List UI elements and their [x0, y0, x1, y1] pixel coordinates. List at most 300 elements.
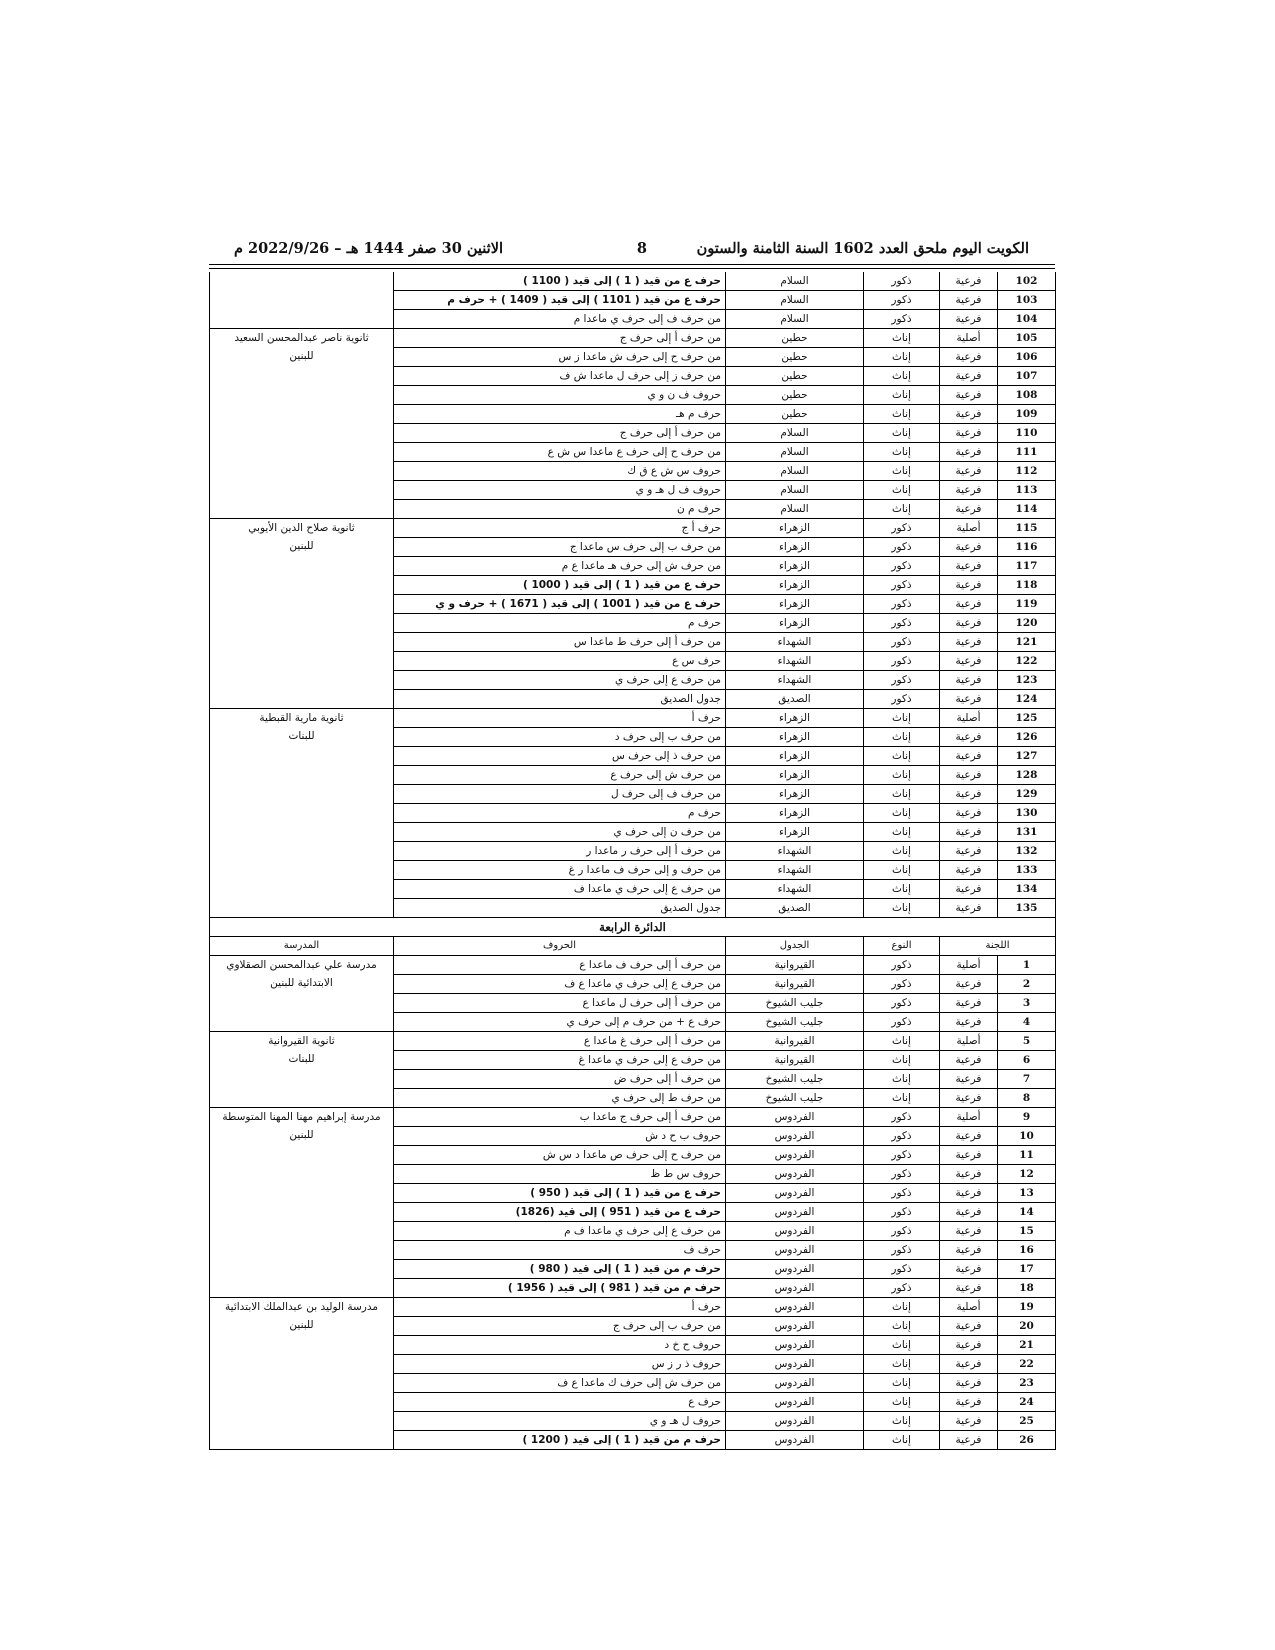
schedule-cell: الفردوس [726, 1108, 864, 1127]
schedule-cell: الفردوس [726, 1127, 864, 1146]
schedule-cell: الزهراء [726, 538, 864, 557]
gender-cell: إناث [864, 880, 940, 899]
gender-cell: ذكور [864, 690, 940, 709]
committee-number: 9 [998, 1108, 1056, 1127]
committee-type: فرعية [940, 367, 998, 386]
committee-number: 15 [998, 1222, 1056, 1241]
school-name: ثانوية مارية القبطية للبنات [210, 709, 394, 918]
schedule-cell: الزهراء [726, 614, 864, 633]
letters-cell: من حرف أ إلى حرف ض [394, 1070, 726, 1089]
gender-cell: ذكور [864, 1222, 940, 1241]
gender-cell: ذكور [864, 614, 940, 633]
gender-cell: إناث [864, 785, 940, 804]
gender-cell: ذكور [864, 1108, 940, 1127]
gender-cell: إناث [864, 1051, 940, 1070]
committee-type: فرعية [940, 728, 998, 747]
letters-cell: من حرف ع إلى حرف ي ماعدا غ [394, 1051, 726, 1070]
committee-type: أصلية [940, 709, 998, 728]
school-name: ثانوية القيروانية للبنات [210, 1032, 394, 1108]
committee-number: 109 [998, 405, 1056, 424]
committee-type: فرعية [940, 538, 998, 557]
schedule-cell: جليب الشيوخ [726, 994, 864, 1013]
letters-cell: من حرف ش إلى حرف ك ماعدا ع ف [394, 1374, 726, 1393]
schedule-cell: الزهراء [726, 785, 864, 804]
schedule-cell: حطين [726, 386, 864, 405]
committee-number: 104 [998, 310, 1056, 329]
gender-cell: إناث [864, 1298, 940, 1317]
gender-cell: ذكور [864, 595, 940, 614]
letters-cell: حرف ع [394, 1393, 726, 1412]
committee-number: 8 [998, 1089, 1056, 1108]
schedule-cell: الصديق [726, 690, 864, 709]
column-headers [210, 937, 1056, 956]
table-row [210, 956, 1056, 975]
committee-type: فرعية [940, 405, 998, 424]
gender-cell: إناث [864, 804, 940, 823]
committee-number: 130 [998, 804, 1056, 823]
committee-type: فرعية [940, 1336, 998, 1355]
gender-cell: إناث [864, 728, 940, 747]
schedule-cell: جليب الشيوخ [726, 1013, 864, 1032]
schedule-cell: الزهراء [726, 766, 864, 785]
gender-cell: إناث [864, 1431, 940, 1450]
committee-number: 128 [998, 766, 1056, 785]
gender-cell: إناث [864, 766, 940, 785]
committee-type: فرعية [940, 1070, 998, 1089]
table-row [210, 1108, 1056, 1127]
gender-cell: ذكور [864, 1241, 940, 1260]
committee-type: فرعية [940, 899, 998, 918]
gender-cell: إناث [864, 1317, 940, 1336]
committee-number: 21 [998, 1336, 1056, 1355]
letters-cell: حروف ذ ر ز س [394, 1355, 726, 1374]
schedule-cell: الفردوس [726, 1336, 864, 1355]
header-schedule: الجدول [726, 937, 864, 956]
letters-cell: حرف ع من قيد ( 951 ) إلى قيد (1826) [394, 1203, 726, 1222]
schedule-cell: الفردوس [726, 1393, 864, 1412]
committee-type: فرعية [940, 291, 998, 310]
letters-cell: حرف م من قيد ( 1 ) إلى قيد ( 1200 ) [394, 1431, 726, 1450]
schedule-cell: السلام [726, 500, 864, 519]
letters-cell: من حرف ز إلى حرف ل ماعدا ش ف [394, 367, 726, 386]
committee-number: 114 [998, 500, 1056, 519]
gender-cell: إناث [864, 1070, 940, 1089]
schedule-cell: الشهداء [726, 652, 864, 671]
committee-number: 23 [998, 1374, 1056, 1393]
schedule-cell: الفردوس [726, 1317, 864, 1336]
letters-cell: حروف ف ل هـ و ي [394, 481, 726, 500]
committee-type: فرعية [940, 975, 998, 994]
gender-cell: ذكور [864, 291, 940, 310]
committee-type: فرعية [940, 595, 998, 614]
gender-cell: إناث [864, 1393, 940, 1412]
committee-type: أصلية [940, 1108, 998, 1127]
committee-number: 125 [998, 709, 1056, 728]
schedule-cell: الفردوس [726, 1165, 864, 1184]
schedule-cell: الزهراء [726, 576, 864, 595]
committee-number: 110 [998, 424, 1056, 443]
letters-cell: حروف ب ح د ش [394, 1127, 726, 1146]
schedule-cell: الفردوس [726, 1203, 864, 1222]
letters-cell: جدول الصديق [394, 690, 726, 709]
letters-cell: من حرف ع إلى حرف ي ماعدا ف [394, 880, 726, 899]
letters-cell: من حرف ح إلى حرف ع ماعدا س ش ع [394, 443, 726, 462]
district-committees-part-1 [210, 272, 1056, 918]
gender-cell: ذكور [864, 272, 940, 291]
committee-number: 6 [998, 1051, 1056, 1070]
committee-number: 107 [998, 367, 1056, 386]
letters-cell: حروف س ط ظ [394, 1165, 726, 1184]
gender-cell: إناث [864, 1336, 940, 1355]
letters-cell: من حرف و إلى حرف ف ماعدا ر غ [394, 861, 726, 880]
committee-type: فرعية [940, 1393, 998, 1412]
gender-cell: إناث [864, 899, 940, 918]
letters-cell: من حرف ف إلى حرف ل [394, 785, 726, 804]
committee-type: فرعية [940, 1222, 998, 1241]
committee-type: فرعية [940, 386, 998, 405]
letters-cell: حرف س ع [394, 652, 726, 671]
school-name: مدرسة الوليد بن عبدالملك الابتدائية للبنين [210, 1298, 394, 1450]
gender-cell: إناث [864, 329, 940, 348]
committee-type: فرعية [940, 1051, 998, 1070]
committee-type: فرعية [940, 861, 998, 880]
letters-cell: من حرف أ إلى حرف ج [394, 424, 726, 443]
schedule-cell: الفردوس [726, 1279, 864, 1298]
schedule-cell: السلام [726, 291, 864, 310]
committee-number: 24 [998, 1393, 1056, 1412]
committee-number: 25 [998, 1412, 1056, 1431]
committee-number: 134 [998, 880, 1056, 899]
committee-number: 103 [998, 291, 1056, 310]
schedule-cell: الفردوس [726, 1374, 864, 1393]
letters-cell: من حرف أ إلى حرف ل ماعدا ع [394, 994, 726, 1013]
letters-cell: حروف ف ن و ي [394, 386, 726, 405]
schedule-cell: الفردوس [726, 1222, 864, 1241]
table-row [210, 709, 1056, 728]
letters-cell: من حرف ع إلى حرف ي [394, 671, 726, 690]
letters-cell: من حرف أ إلى حرف غ ماعدا ع [394, 1032, 726, 1051]
schedule-cell: الزهراء [726, 728, 864, 747]
header-school: المدرسة [210, 937, 394, 956]
committee-type: فرعية [940, 424, 998, 443]
committee-number: 2 [998, 975, 1056, 994]
committee-type: فرعية [940, 1146, 998, 1165]
schedule-cell: الصديق [726, 899, 864, 918]
committee-type: فرعية [940, 1355, 998, 1374]
committee-number: 14 [998, 1203, 1056, 1222]
table-row [210, 1032, 1056, 1051]
letters-cell: من حرف أ إلى حرف ج ماعدا ب [394, 1108, 726, 1127]
committee-number: 127 [998, 747, 1056, 766]
publication-date: الاثنين 30 صفر 1444 هـ – 2022/9/26 م [234, 240, 504, 257]
letters-cell: حرف م ن [394, 500, 726, 519]
committee-type: فرعية [940, 272, 998, 291]
schedule-cell: الفردوس [726, 1146, 864, 1165]
gender-cell: إناث [864, 443, 940, 462]
schedule-cell: الزهراء [726, 595, 864, 614]
gender-cell: ذكور [864, 1184, 940, 1203]
gender-cell: ذكور [864, 1127, 940, 1146]
schedule-cell: السلام [726, 462, 864, 481]
letters-cell: من حرف ط إلى حرف ي [394, 1089, 726, 1108]
gender-cell: ذكور [864, 557, 940, 576]
committee-number: 20 [998, 1317, 1056, 1336]
committee-type: فرعية [940, 652, 998, 671]
committee-number: 108 [998, 386, 1056, 405]
letters-cell: من حرف ح إلى حرف ص ماعدا د س ش [394, 1146, 726, 1165]
gender-cell: ذكور [864, 1260, 940, 1279]
schedule-cell: الشهداء [726, 671, 864, 690]
committee-number: 113 [998, 481, 1056, 500]
letters-cell: حرف م هـ [394, 405, 726, 424]
gender-cell: إناث [864, 709, 940, 728]
committee-type: أصلية [940, 1032, 998, 1051]
letters-cell: من حرف أ إلى حرف ر ماعدا ر [394, 842, 726, 861]
letters-cell: من حرف أ إلى حرف ج [394, 329, 726, 348]
committee-type: أصلية [940, 329, 998, 348]
gender-cell: ذكور [864, 1013, 940, 1032]
committee-number: 135 [998, 899, 1056, 918]
gender-cell: ذكور [864, 1165, 940, 1184]
schedule-cell: الفردوس [726, 1412, 864, 1431]
letters-cell: من حرف ب إلى حرف س ماعدا ج [394, 538, 726, 557]
letters-cell: من حرف أ إلى حرف ط ماعدا س [394, 633, 726, 652]
gender-cell: إناث [864, 462, 940, 481]
letters-cell: حرف م من قيد ( 981 ) إلى قيد ( 1956 ) [394, 1279, 726, 1298]
committee-number: 133 [998, 861, 1056, 880]
letters-cell: من حرف ب إلى حرف د [394, 728, 726, 747]
committee-number: 16 [998, 1241, 1056, 1260]
committee-number: 105 [998, 329, 1056, 348]
schedule-cell: حطين [726, 367, 864, 386]
committee-type: فرعية [940, 823, 998, 842]
gender-cell: ذكور [864, 994, 940, 1013]
committee-number: 131 [998, 823, 1056, 842]
schedule-cell: السلام [726, 481, 864, 500]
letters-cell: من حرف ب إلى حرف ج [394, 1317, 726, 1336]
committee-type: فرعية [940, 633, 998, 652]
committee-type: فرعية [940, 481, 998, 500]
schedule-cell: الفردوس [726, 1260, 864, 1279]
gender-cell: إناث [864, 405, 940, 424]
committee-number: 13 [998, 1184, 1056, 1203]
committee-number: 116 [998, 538, 1056, 557]
gender-cell: ذكور [864, 519, 940, 538]
gender-cell: إناث [864, 424, 940, 443]
committee-type: فرعية [940, 443, 998, 462]
gender-cell: إناث [864, 1032, 940, 1051]
committee-type: فرعية [940, 671, 998, 690]
schedule-cell: حطين [726, 329, 864, 348]
district-committees-part-2 [210, 956, 1056, 1450]
school-name: ثانوية ناصر عبدالمحسن السعيد للبنين [210, 329, 394, 519]
committee-type: فرعية [940, 842, 998, 861]
committee-type: أصلية [940, 956, 998, 975]
committee-number: 4 [998, 1013, 1056, 1032]
committee-number: 121 [998, 633, 1056, 652]
committee-type: فرعية [940, 1317, 998, 1336]
schedule-cell: الفردوس [726, 1431, 864, 1450]
committee-type: فرعية [940, 1412, 998, 1431]
letters-cell: من حرف ع إلى حرف ي ماعدا ف م [394, 1222, 726, 1241]
schedule-cell: جليب الشيوخ [726, 1070, 864, 1089]
committee-type: فرعية [940, 804, 998, 823]
letters-cell: حروف ح خ د [394, 1336, 726, 1355]
schedule-cell: الزهراء [726, 823, 864, 842]
header-gender: النوع [864, 937, 940, 956]
letters-cell: من حرف ح إلى حرف ش ماعدا ز س [394, 348, 726, 367]
schedule-cell: السلام [726, 424, 864, 443]
committee-number: 111 [998, 443, 1056, 462]
committee-type: فرعية [940, 1165, 998, 1184]
header-committee: اللجنة [940, 937, 1056, 956]
table-row [210, 519, 1056, 538]
gender-cell: إناث [864, 823, 940, 842]
letters-cell: من حرف ذ إلى حرف س [394, 747, 726, 766]
schedule-cell: الزهراء [726, 557, 864, 576]
schedule-cell: السلام [726, 443, 864, 462]
committee-number: 22 [998, 1355, 1056, 1374]
committee-number: 122 [998, 652, 1056, 671]
letters-cell: حرف م [394, 804, 726, 823]
header-letters: الحروف [394, 937, 726, 956]
schedule-cell: الشهداء [726, 842, 864, 861]
letters-cell: حرف ع من قيد ( 1 ) إلى قيد ( 1100 ) [394, 272, 726, 291]
header-rule-top [209, 264, 1055, 265]
committee-number: 12 [998, 1165, 1056, 1184]
school-name [210, 272, 394, 329]
gender-cell: ذكور [864, 956, 940, 975]
committee-number: 132 [998, 842, 1056, 861]
committee-number: 118 [998, 576, 1056, 595]
committee-number: 115 [998, 519, 1056, 538]
committee-type: فرعية [940, 880, 998, 899]
committee-type: فرعية [940, 462, 998, 481]
committee-number: 1 [998, 956, 1056, 975]
committee-number: 11 [998, 1146, 1056, 1165]
gender-cell: ذكور [864, 1146, 940, 1165]
gender-cell: ذكور [864, 671, 940, 690]
letters-cell: حرف أ [394, 709, 726, 728]
committee-type: فرعية [940, 1184, 998, 1203]
school-name: ثانوية صلاح الدين الأيوبي للبنين [210, 519, 394, 709]
gender-cell: إناث [864, 1412, 940, 1431]
letters-cell: حرف ف [394, 1241, 726, 1260]
committee-type: فرعية [940, 310, 998, 329]
letters-cell: من حرف ش إلى حرف هـ ماعدا ع م [394, 557, 726, 576]
gender-cell: إناث [864, 367, 940, 386]
committee-number: 119 [998, 595, 1056, 614]
committee-type: فرعية [940, 1279, 998, 1298]
letters-cell: من حرف ع إلى حرف ي ماعدا ع ف [394, 975, 726, 994]
gender-cell: إناث [864, 1089, 940, 1108]
publication-title: الكويت اليوم ملحق العدد 1602 السنة الثامنة والستون [696, 240, 1029, 257]
page-header [234, 234, 1029, 264]
committee-type: فرعية [940, 1431, 998, 1450]
gender-cell: إناث [864, 842, 940, 861]
schedule-cell: الفردوس [726, 1241, 864, 1260]
committee-type: فرعية [940, 747, 998, 766]
schedule-cell: جليب الشيوخ [726, 1089, 864, 1108]
committee-type: فرعية [940, 576, 998, 595]
committee-number: 124 [998, 690, 1056, 709]
gender-cell: ذكور [864, 1279, 940, 1298]
section-title: الدائرة الرابعة [210, 918, 1056, 937]
gender-cell: ذكور [864, 633, 940, 652]
letters-cell: من حرف أ إلى حرف ف ماعدا ع [394, 956, 726, 975]
letters-cell: حرف م [394, 614, 726, 633]
committee-number: 102 [998, 272, 1056, 291]
gender-cell: إناث [864, 500, 940, 519]
committees-table [209, 272, 1056, 1450]
committee-type: فرعية [940, 1013, 998, 1032]
gender-cell: ذكور [864, 538, 940, 557]
committee-type: فرعية [940, 500, 998, 519]
gender-cell: إناث [864, 747, 940, 766]
committee-type: فرعية [940, 1127, 998, 1146]
committee-number: 123 [998, 671, 1056, 690]
committee-number: 112 [998, 462, 1056, 481]
committee-number: 126 [998, 728, 1056, 747]
schedule-cell: القيروانية [726, 1032, 864, 1051]
gender-cell: ذكور [864, 652, 940, 671]
gender-cell: إناث [864, 861, 940, 880]
header-rule-bottom [209, 268, 1055, 269]
schedule-cell: السلام [726, 310, 864, 329]
page-number: 8 [636, 240, 647, 257]
gender-cell: إناث [864, 1355, 940, 1374]
letters-cell: من حرف ف إلى حرف ي ماعدا م [394, 310, 726, 329]
committee-number: 117 [998, 557, 1056, 576]
letters-cell: من حرف ن إلى حرف ي [394, 823, 726, 842]
schedule-cell: الزهراء [726, 804, 864, 823]
letters-cell: حرف ع من قيد ( 1101 ) إلى قيد ( 1409 ) + حرف م [394, 291, 726, 310]
letters-cell: حرف أ [394, 1298, 726, 1317]
table-row [210, 1298, 1056, 1317]
section-row [210, 918, 1056, 937]
committee-type: أصلية [940, 1298, 998, 1317]
schedule-cell: الشهداء [726, 633, 864, 652]
gender-cell: إناث [864, 481, 940, 500]
committee-type: فرعية [940, 1241, 998, 1260]
committee-type: فرعية [940, 348, 998, 367]
committee-number: 10 [998, 1127, 1056, 1146]
schedule-cell: حطين [726, 405, 864, 424]
letters-cell: حرف م من قيد ( 1 ) إلى قيد ( 980 ) [394, 1260, 726, 1279]
committee-number: 7 [998, 1070, 1056, 1089]
schedule-cell: السلام [726, 272, 864, 291]
schedule-cell: الفردوس [726, 1355, 864, 1374]
schedule-cell: الشهداء [726, 880, 864, 899]
school-name: مدرسة علي عبدالمحسن الصقلاوي الابتدائية للبنين [210, 956, 394, 1032]
committee-type: فرعية [940, 994, 998, 1013]
gender-cell: ذكور [864, 975, 940, 994]
gender-cell: إناث [864, 348, 940, 367]
committee-type: فرعية [940, 614, 998, 633]
committee-number: 3 [998, 994, 1056, 1013]
letters-cell: حروف ل هـ و ي [394, 1412, 726, 1431]
schedule-cell: الزهراء [726, 519, 864, 538]
committee-type: فرعية [940, 766, 998, 785]
letters-cell: حرف ع من قيد ( 1001 ) إلى قيد ( 1671 ) + حرف و ي [394, 595, 726, 614]
schedule-cell: القيروانية [726, 975, 864, 994]
letters-cell: حرف ع من قيد ( 1 ) إلى قيد ( 950 ) [394, 1184, 726, 1203]
committee-type: فرعية [940, 1260, 998, 1279]
gender-cell: ذكور [864, 576, 940, 595]
letters-cell: حرف ع + من حرف م إلى حرف ي [394, 1013, 726, 1032]
school-name: مدرسة إبراهيم مهنا المهنا المتوسطة للبنين [210, 1108, 394, 1298]
committee-type: فرعية [940, 1203, 998, 1222]
